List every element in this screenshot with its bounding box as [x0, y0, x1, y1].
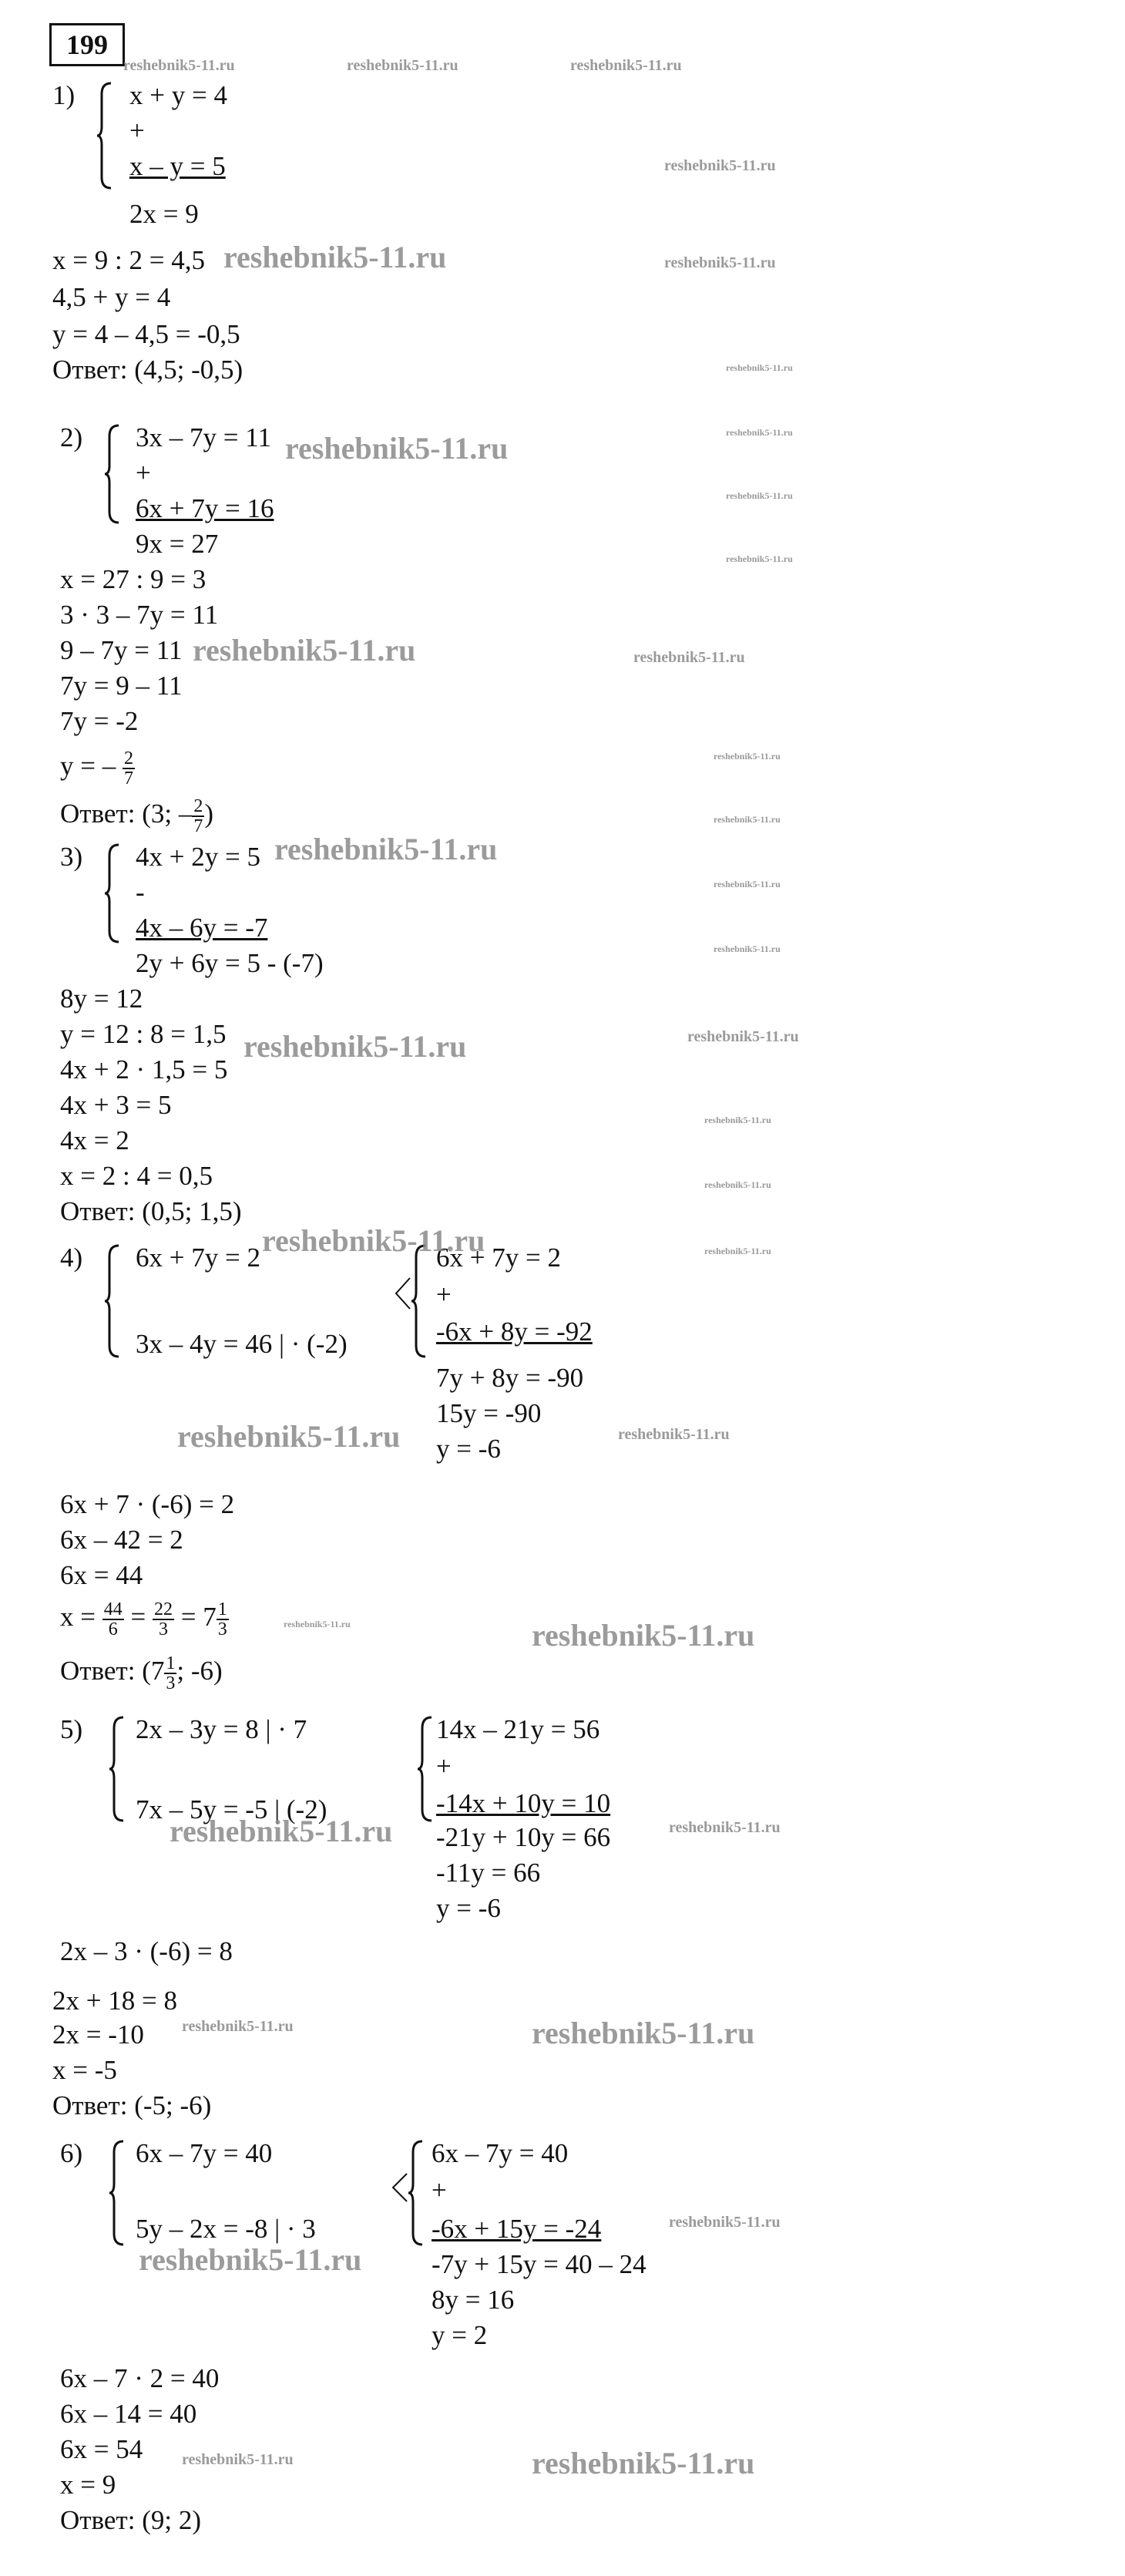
- p4-eq-sign-2: = 7: [180, 1602, 217, 1632]
- p2-line: 7y = -2: [60, 706, 139, 736]
- p4-x-prefix: x =: [60, 1602, 96, 1632]
- p3-label: 3): [60, 842, 83, 872]
- p3-line: y = 12 : 8 = 1,5: [60, 1019, 227, 1049]
- p4-line: 6x = 44: [60, 1560, 143, 1590]
- watermark: reshebnik5-11.ru: [532, 1618, 755, 1653]
- watermark: reshebnik5-11.ru: [704, 1179, 771, 1190]
- p6-r-line: -7y + 15y = 40 – 24: [432, 2249, 646, 2279]
- p4-label: 4): [60, 1243, 83, 1273]
- p2-answer-prefix: Ответ: (3; –: [60, 799, 193, 829]
- p3-line: 4x = 2: [60, 1125, 129, 1155]
- p5-eq2: 7x – 5y = -5 | (-2): [136, 1794, 327, 1824]
- p4-line: 6x + 7 · (-6) = 2: [60, 1489, 235, 1519]
- p6-answer: Ответ: (9; 2): [60, 2505, 201, 2535]
- p2-line: 9 – 7y = 11: [60, 635, 183, 665]
- p4-eq1: 6x + 7y = 2: [136, 1243, 260, 1273]
- p4-answer-suffix: ; -6): [176, 1656, 223, 1686]
- watermark: reshebnik5-11.ru: [714, 879, 781, 889]
- watermark: reshebnik5-11.ru: [274, 832, 498, 866]
- p3-sum: 2y + 6y = 5 - (-7): [136, 948, 324, 978]
- watermark: reshebnik5-11.ru: [139, 2242, 362, 2277]
- p4-eq-sign: =: [130, 1602, 146, 1632]
- p2-eq1: 3x – 7y = 11: [136, 422, 271, 452]
- p2-y-frac-num: 2: [124, 748, 133, 768]
- p4-answer-frac-den: 3: [166, 1673, 176, 1693]
- p2-eq2: 6x + 7y = 16: [136, 493, 274, 523]
- watermark: reshebnik5-11.ru: [285, 431, 509, 466]
- p2-y-frac-den: 7: [124, 768, 133, 789]
- p3-brace: [103, 843, 122, 943]
- p3-line: x = 2 : 4 = 0,5: [60, 1161, 213, 1191]
- p5-r-eq2: -14x + 10y = 10: [436, 1788, 611, 1818]
- p6-eq1: 6x – 7y = 40: [136, 2138, 273, 2168]
- p1-eq1: x + y = 4: [129, 80, 227, 110]
- p5-r-line: y = -6: [436, 1893, 501, 1923]
- p5-brace: [108, 1716, 126, 1822]
- p4-r-op: +: [436, 1280, 452, 1310]
- p2-answer-frac-num: 2: [193, 795, 203, 816]
- p3-line: 4x + 2 · 1,5 = 5: [60, 1054, 228, 1085]
- p1-line: x = 9 : 2 = 4,5: [52, 245, 205, 275]
- p1-label: 1): [52, 80, 76, 110]
- watermark: reshebnik5-11.ru: [532, 2016, 755, 2050]
- p4-fraction-1: [102, 1600, 124, 1639]
- p4-f2-num: 22: [154, 1599, 173, 1619]
- p2-line: 3 · 3 – 7y = 11: [60, 600, 219, 630]
- watermark: reshebnik5-11.ru: [714, 814, 781, 825]
- watermark: reshebnik5-11.ru: [223, 240, 447, 274]
- watermark: reshebnik5-11.ru: [714, 943, 781, 954]
- p3-eq2: 4x – 6y = -7: [136, 913, 268, 943]
- p6-eq2: 5y – 2x = -8 | · 3: [136, 2214, 316, 2244]
- p4-fraction-2: [153, 1600, 174, 1639]
- p4-answer-frac-num: 1: [166, 1653, 176, 1673]
- watermark: reshebnik5-11.ru: [664, 157, 776, 174]
- p4-r-line: y = -6: [436, 1434, 501, 1464]
- p4-answer-fraction: [164, 1654, 176, 1693]
- p2-line: 7y = 9 – 11: [60, 671, 183, 701]
- watermark: reshebnik5-11.ru: [687, 1028, 799, 1045]
- p4-arrow-brace: [393, 1244, 428, 1358]
- p5-line: 2x – 3 · (-6) = 8: [60, 1936, 233, 1966]
- p2-label: 2): [60, 422, 83, 452]
- p4-eq2: 3x – 4y = 46 | · (-2): [136, 1329, 348, 1359]
- p2-answer-suffix: ): [204, 799, 213, 829]
- p4-f2-den: 3: [159, 1619, 168, 1639]
- watermark: reshebnik5-11.ru: [618, 1426, 730, 1443]
- p5-label: 5): [60, 1714, 83, 1744]
- p4-r-eq2: -6x + 8y = -92: [436, 1317, 593, 1347]
- p2-answer: [60, 792, 213, 836]
- p5-r-line: -11y = 66: [436, 1858, 541, 1888]
- watermark: reshebnik5-11.ru: [193, 633, 416, 668]
- p3-op: -: [136, 877, 145, 907]
- watermark: reshebnik5-11.ru: [532, 2446, 755, 2480]
- p4-f1-num: 44: [103, 1599, 123, 1619]
- watermark: reshebnik5-11.ru: [669, 1819, 781, 1836]
- p4-brace: [103, 1244, 122, 1358]
- p2-y-prefix: y = –: [60, 751, 116, 781]
- p6-r-eq2: -6x + 15y = -24: [432, 2214, 602, 2244]
- watermark: reshebnik5-11.ru: [726, 490, 793, 501]
- problem-number-box: 199: [49, 23, 125, 66]
- p4-f3-num: 1: [217, 1599, 227, 1619]
- p1-answer: Ответ: (4,5; -0,5): [52, 355, 243, 385]
- watermark: reshebnik5-11.ru: [570, 57, 682, 74]
- p2-op: +: [136, 458, 151, 488]
- p1-brace: [96, 82, 114, 190]
- p5-line: 2x = -10: [52, 2019, 144, 2050]
- p4-r-line: 15y = -90: [436, 1398, 542, 1428]
- p4-f3-den: 3: [217, 1619, 227, 1639]
- watermark: reshebnik5-11.ru: [633, 649, 745, 666]
- p2-line: x = 27 : 9 = 3: [60, 564, 207, 594]
- watermark: reshebnik5-11.ru: [664, 254, 776, 271]
- p2-answer-frac-den: 7: [193, 816, 203, 836]
- p6-label: 6): [60, 2138, 83, 2168]
- p4-r-line: 7y + 8y = -90: [436, 1363, 584, 1393]
- watermark: reshebnik5-11.ru: [726, 553, 793, 564]
- p6-r-line: 8y = 16: [432, 2285, 515, 2315]
- p4-line: 6x – 42 = 2: [60, 1525, 183, 1555]
- p6-r-line: y = 2: [432, 2320, 488, 2350]
- watermark: reshebnik5-11.ru: [669, 2214, 781, 2231]
- watermark: reshebnik5-11.ru: [714, 751, 781, 762]
- p3-line: 8y = 12: [60, 984, 143, 1014]
- p5-line: 2x + 18 = 8: [52, 1986, 177, 2016]
- p6-line: x = 9: [60, 2470, 116, 2500]
- p2-y-fraction: [123, 749, 135, 788]
- p3-eq1: 4x + 2y = 5: [136, 842, 260, 872]
- p4-x-line: [60, 1596, 229, 1639]
- p1-eq2: x – y = 5: [129, 151, 226, 181]
- watermark: reshebnik5-11.ru: [704, 1115, 771, 1125]
- watermark: reshebnik5-11.ru: [726, 362, 793, 373]
- p5-r-line: -21y + 10y = 66: [436, 1822, 611, 1852]
- p6-r-eq1: 6x – 7y = 40: [432, 2138, 569, 2168]
- watermark: reshebnik5-11.ru: [123, 57, 235, 74]
- p5-r-brace: [416, 1716, 435, 1822]
- p6-line: 6x – 14 = 40: [60, 2399, 197, 2429]
- p3-answer: Ответ: (0,5; 1,5): [60, 1196, 242, 1226]
- p6-arrow-brace: [390, 2140, 425, 2246]
- p6-line: 6x = 54: [60, 2434, 143, 2464]
- p4-r-eq1: 6x + 7y = 2: [436, 1243, 561, 1273]
- watermark: reshebnik5-11.ru: [177, 1419, 401, 1454]
- watermark: reshebnik5-11.ru: [726, 427, 793, 438]
- p5-line: x = -5: [52, 2055, 117, 2085]
- p4-answer: [60, 1650, 223, 1693]
- p3-line: 4x + 3 = 5: [60, 1090, 172, 1120]
- p1-line: y = 4 – 4,5 = -0,5: [52, 319, 240, 349]
- p5-answer: Ответ: (-5; -6): [52, 2090, 212, 2120]
- watermark: reshebnik5-11.ru: [284, 1619, 351, 1629]
- watermark: reshebnik5-11.ru: [182, 2451, 294, 2468]
- watermark: reshebnik5-11.ru: [347, 57, 458, 74]
- watermark: reshebnik5-11.ru: [704, 1246, 771, 1256]
- p4-fraction-3: [217, 1600, 229, 1639]
- p1-line: 4,5 + y = 4: [52, 282, 171, 312]
- watermark: reshebnik5-11.ru: [182, 2018, 294, 2035]
- p5-r-eq1: 14x – 21y = 56: [436, 1714, 600, 1744]
- p2-answer-fraction: [192, 797, 204, 836]
- watermark: reshebnik5-11.ru: [170, 1814, 393, 1848]
- p6-line: 6x – 7 · 2 = 40: [60, 2363, 220, 2393]
- watermark: reshebnik5-11.ru: [262, 1223, 485, 1258]
- p4-f1-den: 6: [108, 1619, 118, 1639]
- p5-r-op: +: [436, 1751, 452, 1781]
- p2-y-line: [60, 745, 135, 788]
- p5-eq1: 2x – 3y = 8 | · 7: [136, 1714, 307, 1744]
- p2-brace: [103, 424, 122, 524]
- p1-sum: 2x = 9: [129, 199, 199, 229]
- p4-answer-prefix: Ответ: (7: [60, 1656, 165, 1686]
- p6-brace: [108, 2140, 126, 2246]
- watermark: reshebnik5-11.ru: [243, 1029, 467, 1064]
- p6-r-op: +: [432, 2175, 447, 2205]
- p2-sum: 9x = 27: [136, 529, 219, 559]
- p1-op: +: [129, 116, 145, 146]
